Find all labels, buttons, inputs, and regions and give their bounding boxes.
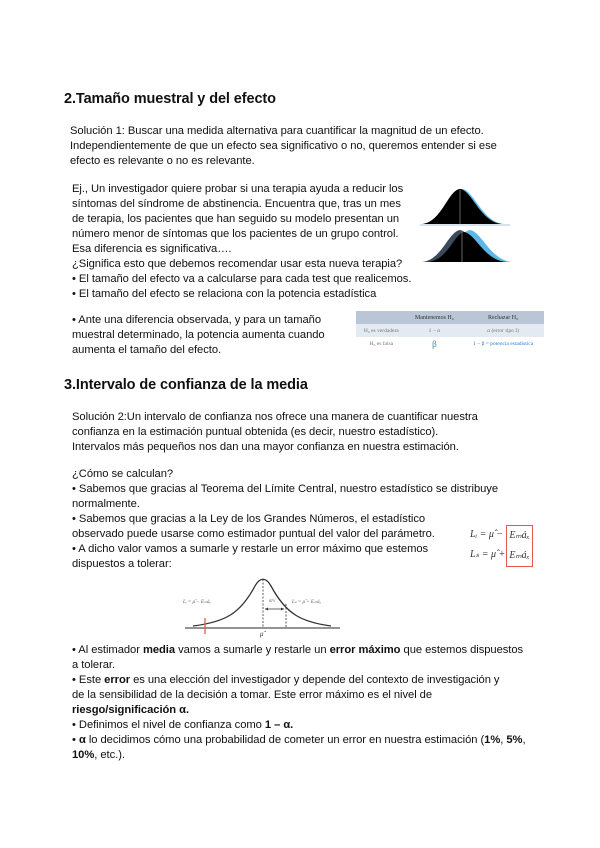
emax-term: Eₘáₓ <box>509 550 530 561</box>
table-cell: 1 − β = potencia estadística <box>462 337 544 350</box>
table-cell: H₀ es falsa <box>356 337 407 350</box>
text-line: Solución 1: Buscar una medida alternativa para cuantificar la magnitud de un efecto. <box>70 125 484 137</box>
emax-highlight-box <box>506 525 532 567</box>
table-cell: β <box>407 337 463 350</box>
bullet-line: • Sabemos que gracias a la Ley de los Grandes Números, el estadístico <box>72 513 426 525</box>
section-3-how <box>72 467 498 572</box>
bullet-line: • El tamaño del efecto va a calcularse para cada test que realicemos. <box>72 273 412 285</box>
text-line: observado puede usarse como estimador puntual del valor del parámetro. <box>72 528 435 540</box>
text-line: normalmente. <box>72 498 140 510</box>
section-3-closing <box>72 643 526 763</box>
text-line: de terapia, los pacientes que han seguido su modelo presentan un <box>72 213 400 225</box>
bullet-line: • Al estimador media vamos a sumarle y restarle un error máximo que estemos dispuestos <box>72 644 524 656</box>
text-line: ¿Significa esto que debemos recomendar usar esta nueva terapia? <box>72 258 403 270</box>
text-line: efecto es relevante o no es relevante. <box>70 155 255 167</box>
text-line: dispuestos a tolerar: <box>72 558 172 570</box>
table-header-row <box>356 311 544 324</box>
table-cell: H₀ es verdadera <box>356 324 407 337</box>
bullet-line: • Este error es una elección del investigador y depende del contexto de investigación y <box>72 674 500 686</box>
bullet-line: • α lo decidimos cómo una probabilidad de cometer un error en nuestra estimación (1%, 5%, <box>72 734 526 746</box>
text-line: Esa diferencia es significativa…. <box>72 243 232 255</box>
text-line: Independientemente de que un efecto sea significativo o no, queremos entender si ese <box>70 140 497 152</box>
text-line: síntomas del síndrome de abstinencia. Encuentra que, tras un mes <box>72 198 401 210</box>
bullet-line: • El tamaño del efecto se relaciona con la potencia estadística <box>72 288 377 300</box>
text-line: riesgo/significación α. <box>72 704 190 716</box>
text-line: número menor de síntomas que los pacientes de un grupo control. <box>72 228 399 240</box>
text-line: Solución 2:Un intervalo de confianza nos ofrece una manera de cuantificar nuestra <box>72 411 478 423</box>
text-line: aumenta el tamaño del efecto. <box>72 344 222 356</box>
text-line: Ej., Un investigador quiere probar si una terapia ayuda a reducir los <box>72 183 404 195</box>
confidence-interval-curve-figure <box>175 574 350 640</box>
text-line: 10%, etc.). <box>72 749 125 761</box>
lower-limit-label: Lᵢ = μ̂ − Eₘáₓ <box>183 600 211 605</box>
bullet-line: • Ante una diferencia observada, y para un tamaño <box>72 314 322 326</box>
table-header-cell: Mantenemos H₀ <box>407 311 463 324</box>
table-header-cell <box>356 311 407 324</box>
sigma-label: σ/√ <box>269 599 276 604</box>
formula-lhs <box>470 525 505 567</box>
section-2-example <box>72 182 411 302</box>
table-cell: α (error tipo I) <box>462 324 544 337</box>
text-line: Intervalos más pequeños nos dan una mayor confianza en nuestra estimación. <box>72 441 459 453</box>
table-cell: 1 − α <box>407 324 463 337</box>
upper-limit-label: Lₛ = μ̂ + Eₘáₓ <box>292 600 321 605</box>
text-line: muestral determinado, la potencia aumenta cuando <box>72 329 325 341</box>
upper-limit-lhs: Lₛ = μ̂ + <box>470 549 506 560</box>
lower-limit-lhs: Lᵢ = μ̂ − <box>470 529 504 540</box>
effect-size-distributions-figure <box>418 184 514 264</box>
section-2-solution <box>70 124 497 169</box>
mean-estimate-label: μ̂ <box>260 630 264 638</box>
bullet-line: • Sabemos que gracias al Teorema del Límite Central, nuestro estadístico se distribuye <box>72 483 498 495</box>
table-header-cell: Rechazar H₀ <box>462 311 544 324</box>
table-row <box>356 337 544 350</box>
section-3-title: 3.Intervalo de confianza de la media <box>64 377 308 393</box>
text-line: confianza en la estimación puntual obtenida (es decir, nuestro estadístico). <box>72 426 439 438</box>
normal-curves-graphic <box>418 184 514 264</box>
confidence-interval-formulas <box>470 525 533 567</box>
section-2-power-note <box>72 313 325 358</box>
bullet-line: • A dicho valor vamos a sumarle y restarle un error máximo que estemos <box>72 543 429 555</box>
text-line: a tolerar. <box>72 659 116 671</box>
text-line: ¿Cómo se calculan? <box>72 468 174 480</box>
table-row <box>356 324 544 337</box>
text-line: de la sensibilidad de la decisión a tomar. Este error máximo es el nivel de <box>72 689 433 701</box>
section-3-solution <box>72 410 478 455</box>
emax-term: Eₘáₓ <box>509 530 530 541</box>
section-2-title: 2.Tamaño muestral y del efecto <box>64 91 276 107</box>
hypothesis-decision-table <box>356 311 544 350</box>
bullet-line: • Definimos el nivel de confianza como 1 – α. <box>72 719 294 731</box>
